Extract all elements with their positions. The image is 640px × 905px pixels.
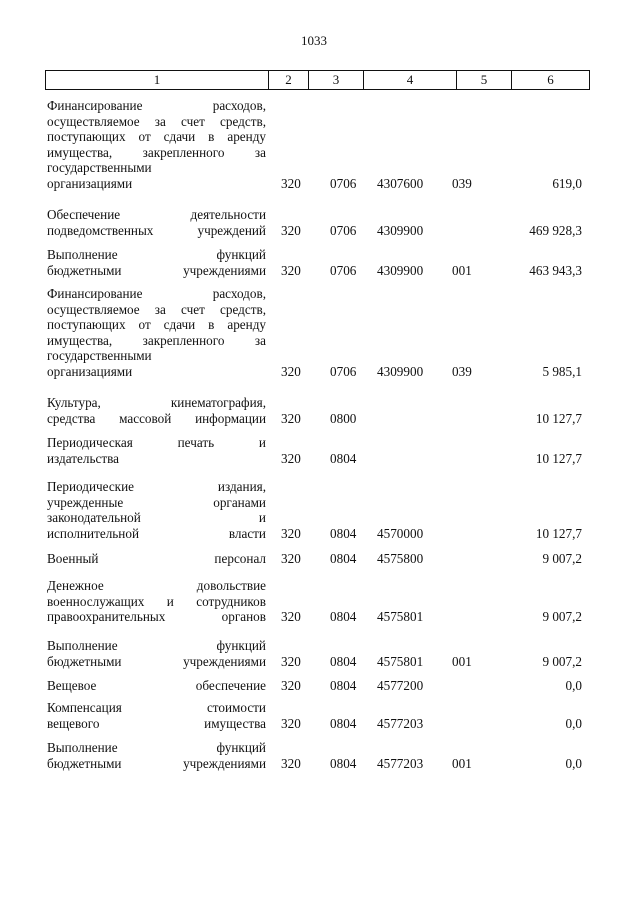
row-description (47, 479, 266, 541)
table-row (0, 395, 640, 426)
cell-c4: 4575801 (377, 653, 424, 669)
column-header-6: 6 (547, 72, 554, 87)
description-line: издательства (47, 450, 119, 466)
cell-c5: 001 (452, 262, 472, 278)
description-line: осуществляемое за счет средств, (47, 301, 266, 317)
cell-c6: 10 127,7 (535, 410, 582, 426)
row-description (47, 98, 266, 191)
cell-c3: 0804 (330, 450, 357, 466)
table-row (0, 551, 640, 567)
cell-c4: 4577203 (377, 755, 424, 771)
cell-c6: 9 007,2 (542, 551, 582, 566)
cell-c4: 4309900 (377, 222, 424, 238)
cell-c3: 0804 (330, 551, 357, 566)
cell-c3: 0706 (330, 363, 357, 379)
description-line: правоохранительных органов (47, 609, 266, 624)
column-header-4: 4 (364, 71, 457, 89)
row-description (47, 207, 266, 238)
description-line: Выполнение функций (47, 247, 266, 262)
description-line: Периодическая печать и (47, 435, 266, 450)
cell-c2: 320 (281, 450, 301, 466)
table-row (0, 740, 640, 771)
description-line: Компенсация стоимости (47, 700, 266, 715)
cell-c6: 619,0 (552, 175, 582, 191)
cell-c3: 0804 (330, 678, 357, 693)
description-line: поступающих от сдачи в аренду (47, 129, 266, 144)
description-line: имущества, закрепленного за (47, 144, 266, 160)
column-header-2: 2 (269, 71, 309, 89)
row-description (47, 638, 266, 669)
cell-c5: 039 (452, 175, 472, 191)
description-line: подведомственных учреждений (47, 222, 266, 238)
table-row (0, 207, 640, 238)
cell-c2: 320 (281, 715, 301, 731)
cell-c2: 320 (281, 551, 301, 566)
row-description (47, 395, 266, 426)
cell-c6: 0,0 (565, 755, 582, 771)
description-line: Денежное довольствие (47, 578, 266, 593)
description-line: организациями (47, 175, 133, 191)
cell-c4: 4570000 (377, 525, 424, 541)
description-line: государственными (47, 348, 152, 363)
table-row (0, 98, 640, 191)
row-description (47, 578, 266, 625)
cell-c6: 463 943,3 (529, 262, 582, 278)
description-line: Вещевое обеспечение (47, 678, 266, 693)
description-line: бюджетными учреждениями (47, 653, 266, 669)
cell-c3: 0706 (330, 222, 357, 238)
description-line: бюджетными учреждениями (47, 262, 266, 278)
description-line: имущества, закрепленного за (47, 332, 266, 348)
cell-c2: 320 (281, 175, 301, 191)
cell-c3: 0804 (330, 609, 357, 624)
cell-c3: 0804 (330, 755, 357, 771)
description-line: осуществляемое за счет средств, (47, 113, 266, 129)
column-header-1: 1 (46, 71, 269, 89)
cell-c6: 10 127,7 (535, 525, 582, 541)
cell-c4: 4577203 (377, 715, 424, 731)
description-line: Культура, кинематография, (47, 395, 266, 410)
cell-c6: 0,0 (565, 678, 582, 693)
cell-c2: 320 (281, 363, 301, 379)
cell-c4: 4577200 (377, 678, 424, 693)
cell-c3: 0800 (330, 410, 357, 426)
cell-c2: 320 (281, 262, 301, 278)
column-header-5: 5 (457, 71, 512, 89)
description-line: военнослужащих и сотрудников (47, 593, 266, 609)
description-line: вещевого имущества (47, 715, 266, 731)
description-line: Финансирование расходов, (47, 98, 266, 113)
cell-c2: 320 (281, 410, 301, 426)
cell-c4: 4307600 (377, 175, 424, 191)
cell-c3: 0804 (330, 653, 357, 669)
table-row (0, 638, 640, 669)
table-row (0, 700, 640, 731)
cell-c5: 039 (452, 363, 472, 379)
cell-c3: 0804 (330, 525, 357, 541)
row-description (47, 551, 266, 567)
row-description (47, 435, 266, 466)
description-line: средства массовой информации (47, 410, 266, 426)
table-row (0, 247, 640, 278)
cell-c4: 4575801 (377, 609, 424, 624)
cell-c6: 9 007,2 (542, 609, 582, 624)
page-number: 1033 (301, 33, 327, 48)
cell-c4: 4309900 (377, 262, 424, 278)
description-line: Выполнение функций (47, 740, 266, 755)
table-header (45, 70, 590, 90)
cell-c6: 5 985,1 (542, 363, 582, 379)
description-line: исполнительной власти (47, 525, 266, 541)
description-line: учрежденные органами (47, 494, 266, 510)
table-row (0, 286, 640, 379)
row-description (47, 700, 266, 731)
description-line: поступающих от сдачи в аренду (47, 317, 266, 332)
table-row (0, 578, 640, 625)
row-description (47, 678, 266, 694)
row-description (47, 740, 266, 771)
cell-c3: 0706 (330, 262, 357, 278)
cell-c6: 0,0 (565, 715, 582, 731)
cell-c2: 320 (281, 609, 301, 624)
table-row (0, 435, 640, 466)
cell-c2: 320 (281, 525, 301, 541)
cell-c4: 4309900 (377, 363, 424, 379)
description-line: государственными (47, 160, 152, 175)
column-header-3: 3 (309, 71, 364, 89)
description-line: Военный персонал (47, 551, 266, 566)
row-description (47, 247, 266, 278)
cell-c3: 0804 (330, 715, 357, 731)
cell-c2: 320 (281, 222, 301, 238)
description-line: Обеспечение деятельности (47, 207, 266, 222)
cell-c5: 001 (452, 653, 472, 669)
table-row (0, 678, 640, 694)
row-description (47, 286, 266, 379)
description-line: законодательной и (47, 510, 266, 525)
description-line: бюджетными учреждениями (47, 755, 266, 771)
cell-c5: 001 (452, 755, 472, 771)
cell-c6: 10 127,7 (535, 450, 582, 466)
description-line: Финансирование расходов, (47, 286, 266, 301)
cell-c2: 320 (281, 678, 301, 693)
cell-c6: 9 007,2 (542, 653, 582, 669)
cell-c3: 0706 (330, 175, 357, 191)
cell-c4: 4575800 (377, 551, 424, 566)
cell-c6: 469 928,3 (529, 222, 582, 238)
description-line: организациями (47, 363, 133, 379)
description-line: Периодические издания, (47, 479, 266, 494)
cell-c2: 320 (281, 653, 301, 669)
table-row (0, 479, 640, 541)
description-line: Выполнение функций (47, 638, 266, 653)
cell-c2: 320 (281, 755, 301, 771)
